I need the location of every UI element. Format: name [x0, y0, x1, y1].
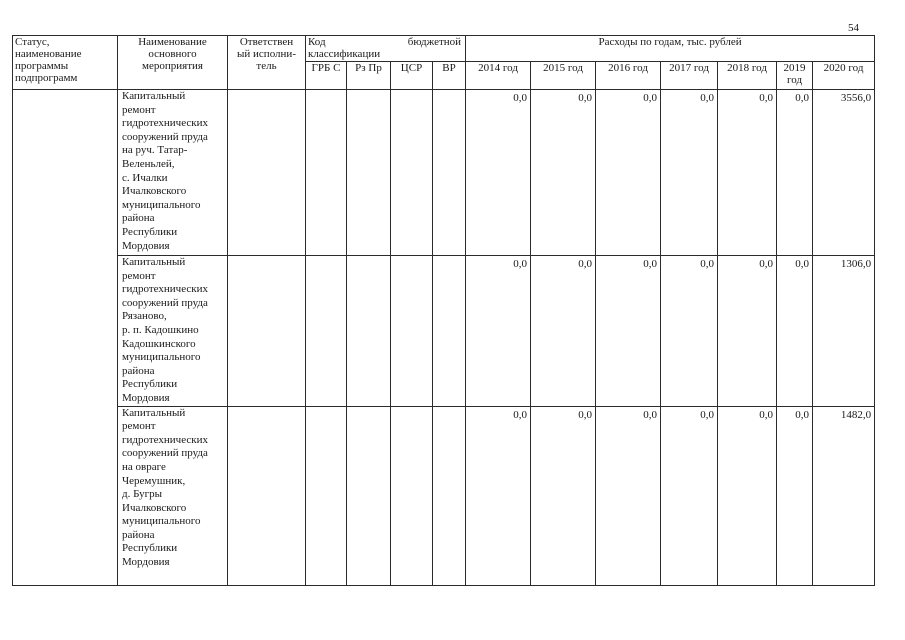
year-header-2018: 2018 год — [718, 62, 777, 90]
status-header-line: программы — [15, 60, 69, 72]
vr-cell — [433, 406, 466, 585]
status-header-line: Статус, — [15, 36, 50, 48]
expenses-header — [466, 36, 875, 62]
event-line: муниципального — [122, 351, 201, 364]
value-2017: 0,0 — [661, 90, 718, 256]
expenses-title: Расходы по годам, тыс. рублей — [598, 36, 742, 48]
value-2015: 0,0 — [531, 406, 596, 585]
value-2017: 0,0 — [661, 406, 718, 585]
executor-cell — [228, 406, 306, 585]
value-2018: 0,0 — [718, 90, 777, 256]
status-column-header — [13, 36, 118, 90]
budget-code-title-left: Код — [308, 36, 326, 48]
event-line: сооружений пруда — [122, 447, 208, 460]
value-2015: 0,0 — [531, 90, 596, 256]
event-line: Ичалковского — [122, 185, 187, 198]
status-cell — [13, 90, 118, 586]
year-header-2020: 2020 год — [813, 62, 875, 90]
event-line: гидротехнических — [122, 117, 208, 130]
budget-code-csr-header: ЦСР — [391, 62, 433, 90]
executor-column-header — [228, 36, 306, 90]
value-2018: 0,0 — [718, 406, 777, 585]
event-line: района — [122, 528, 155, 541]
year-header-2016: 2016 год — [596, 62, 661, 90]
csr-cell — [391, 90, 433, 256]
status-header-line: наименование — [15, 48, 82, 60]
event-line: ремонт — [122, 103, 156, 116]
vr-cell — [433, 256, 466, 407]
event-line: района — [122, 364, 155, 377]
event-line: на овраге — [122, 460, 166, 473]
value-2018: 0,0 — [718, 256, 777, 407]
csr-cell — [391, 406, 433, 585]
event-line: Ичалковского — [122, 501, 187, 514]
event-line: Капитальный — [122, 256, 186, 268]
event-line: Кадошкинского — [122, 337, 196, 350]
year-header-2017: 2017 год — [661, 62, 718, 90]
rzpr-cell — [347, 90, 391, 256]
event-line: Мордовия — [122, 239, 170, 252]
value-2017: 0,0 — [661, 256, 718, 407]
event-line: Рязаново, — [122, 310, 167, 323]
event-line: Республики — [122, 378, 178, 391]
event-line: ремонт — [122, 420, 156, 433]
value-2014: 0,0 — [466, 90, 531, 256]
status-header-line: подпрограмм — [15, 72, 78, 84]
event-header-line: мероприятия — [142, 60, 203, 72]
value-2016: 0,0 — [596, 406, 661, 585]
budget-code-rzpr-header: Рз Пр — [347, 62, 391, 90]
value-2020: 1482,0 — [813, 406, 875, 585]
event-line: д. Бугры — [122, 488, 163, 501]
rzpr-cell — [347, 406, 391, 585]
event-line: района — [122, 212, 155, 225]
year-header-2014: 2014 год — [466, 62, 531, 90]
event-line: муниципального — [122, 198, 201, 211]
rzpr-cell — [347, 256, 391, 407]
executor-header-line: ый исполни- — [237, 48, 296, 60]
budget-expenses-table — [12, 35, 875, 586]
table-row — [13, 90, 875, 256]
grbs-cell — [306, 90, 347, 256]
event-line: Мордовия — [122, 556, 170, 569]
executor-cell — [228, 90, 306, 256]
event-line: Республики — [122, 542, 178, 555]
budget-code-vr-header: ВР — [433, 62, 466, 90]
csr-cell — [391, 256, 433, 407]
event-line: сооружений пруда — [122, 296, 208, 309]
event-header-line: основного — [148, 48, 197, 60]
value-2020: 1306,0 — [813, 256, 875, 407]
year-header-2015: 2015 год — [531, 62, 596, 90]
event-line: р. п. Кадошкино — [122, 323, 199, 336]
executor-header-line: Ответствен — [239, 36, 294, 48]
value-2014: 0,0 — [466, 256, 531, 407]
value-2019: 0,0 — [777, 406, 813, 585]
grbs-cell — [306, 256, 347, 407]
value-2020: 3556,0 — [813, 90, 875, 256]
value-2015: 0,0 — [531, 256, 596, 407]
event-name-cell — [118, 406, 228, 585]
event-line: Республики — [122, 225, 178, 238]
event-line: Капитальный — [122, 90, 186, 102]
executor-header-line: тель — [256, 60, 277, 72]
page-number: 54 — [848, 22, 859, 34]
event-line: Черемушник, — [122, 474, 186, 487]
vr-cell — [433, 90, 466, 256]
event-line: на руч. Татар- — [122, 144, 188, 157]
event-line: сооружений пруда — [122, 130, 208, 143]
value-2016: 0,0 — [596, 90, 661, 256]
event-name-cell — [118, 256, 228, 407]
value-2019: 0,0 — [777, 256, 813, 407]
event-line: с. Ичалки — [122, 171, 168, 184]
event-line: ремонт — [122, 269, 156, 282]
value-2014: 0,0 — [466, 406, 531, 585]
value-2019: 0,0 — [777, 90, 813, 256]
grbs-cell — [306, 406, 347, 585]
event-header-line: Наименование — [138, 36, 207, 48]
budget-code-grbs-header: ГРБ С — [306, 62, 347, 90]
executor-cell — [228, 256, 306, 407]
value-2016: 0,0 — [596, 256, 661, 407]
event-line: муниципального — [122, 515, 201, 528]
budget-code-title-right: бюджетной — [407, 36, 462, 48]
event-line: Мордовия — [122, 391, 170, 404]
table-row — [13, 256, 875, 407]
year-header-2019: 2019 год — [777, 62, 813, 90]
table-row — [13, 406, 875, 585]
budget-code-header — [306, 36, 466, 62]
event-line: Веленьлей, — [122, 157, 175, 170]
event-name-cell — [118, 90, 228, 256]
event-line: гидротехнических — [122, 283, 208, 296]
event-column-header — [118, 36, 228, 90]
event-line: Капитальный — [122, 406, 186, 419]
event-line: гидротехнических — [122, 433, 208, 446]
budget-code-title-line2: классификации — [308, 48, 381, 60]
